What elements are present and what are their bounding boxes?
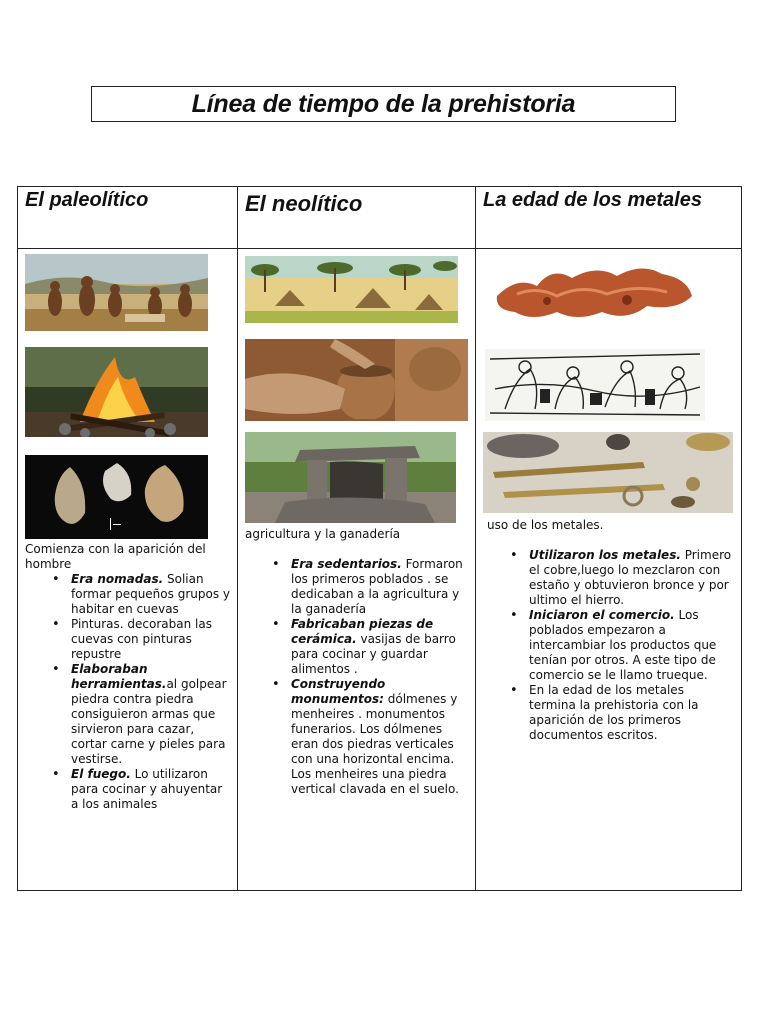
list-item	[529, 608, 732, 683]
list-item	[71, 662, 230, 767]
page-title: Línea de tiempo de la prehistoria	[191, 89, 576, 118]
metales-content	[487, 518, 732, 743]
bullet-bold: Utilizaron los metales.	[529, 548, 681, 562]
neolitico-list	[245, 557, 467, 797]
header-neolitico: El neolítico	[245, 191, 363, 216]
table-border-right	[741, 186, 742, 891]
bullet-text: En la edad de los metales termina la prehistoria con la aparición de los primeros documentos escritos.	[529, 683, 699, 742]
bullet-text: Formaron los primeros poblados . se dedicaban a la agricultura y la ganadería	[291, 557, 463, 616]
table-border-left	[17, 186, 18, 891]
list-item	[529, 548, 732, 608]
dolmen-image	[245, 432, 456, 523]
bullet-text: Pinturas. decoraban las cuevas con pinturas repustre	[71, 617, 212, 661]
bullet-text: dólmenes y menheires . monumentos funerarios. Los dólmenes eran dos piedras verticales con una horizontal encima. Los menheires una piedra vertical clavada en el suelo.	[291, 692, 459, 796]
bullet-text: al golpear piedra contra piedra consiguieron armas que sirvieron para cazar, cortar carne y pieles para vestirse.	[71, 677, 227, 766]
metales-list	[487, 548, 732, 743]
list-item	[529, 683, 732, 743]
column-divider-2	[475, 186, 476, 891]
bullet-text: Lo utilizaron para cocinar y ahuyentar a los animales	[71, 767, 223, 811]
cavemen-group-image	[25, 254, 208, 331]
list-item	[71, 767, 230, 812]
list-item	[71, 617, 230, 662]
bullet-bold: Era sedentarios.	[291, 557, 402, 571]
paleolitico-content	[25, 542, 230, 812]
metal-artifacts-image	[483, 432, 733, 513]
pottery-image	[245, 339, 468, 421]
bullet-bold: Era nomadas.	[71, 572, 164, 586]
campfire-image	[25, 347, 208, 437]
neolitico-content	[245, 527, 467, 797]
column-divider-1	[237, 186, 238, 891]
metalworkers-engraving-image	[485, 349, 705, 421]
paleolitico-list	[25, 572, 230, 812]
paleolitico-intro: Comienza con la aparición del hombre	[25, 542, 206, 571]
title-box	[91, 86, 676, 122]
table-border-top	[17, 186, 742, 187]
neolithic-village-image	[245, 256, 458, 323]
bullet-bold: El fuego.	[71, 767, 131, 781]
copper-ore-image	[487, 256, 699, 328]
bullet-bold: Construyendo monumentos:	[291, 677, 386, 706]
list-item	[291, 677, 467, 797]
neolitico-intro: agricultura y la ganadería	[245, 527, 401, 541]
bullet-text: Los poblados empezaron a intercambiar los productos que tenían por otros. A este tipo de comercio se le llamo trueque.	[529, 608, 717, 682]
bullet-bold: Elaboraban herramientas.	[71, 662, 167, 691]
table-border-bottom	[17, 890, 742, 891]
bullet-text: Solian formar pequeños grupos y habitar en cuevas	[71, 572, 230, 616]
metales-intro: uso de los metales.	[487, 518, 604, 532]
bullet-bold: Iniciaron el comercio.	[529, 608, 675, 622]
bullet-text: vasijas de barro para cocinar y guardar alimentos .	[291, 632, 456, 676]
list-item	[291, 617, 467, 677]
header-metales: La edad de los metales	[483, 189, 702, 211]
header-paleolitico: El paleolítico	[25, 189, 149, 211]
bullet-bold: Fabricaban piezas de cerámica.	[291, 617, 434, 646]
bullet-text: Primero el cobre,luego lo mezclaron con estaño y obtuvieron bronce y por ultimo el hierro.	[529, 548, 732, 607]
list-item	[291, 557, 467, 617]
timeline-table	[17, 186, 742, 891]
stone-tools-image	[25, 455, 208, 539]
list-item	[71, 572, 230, 617]
